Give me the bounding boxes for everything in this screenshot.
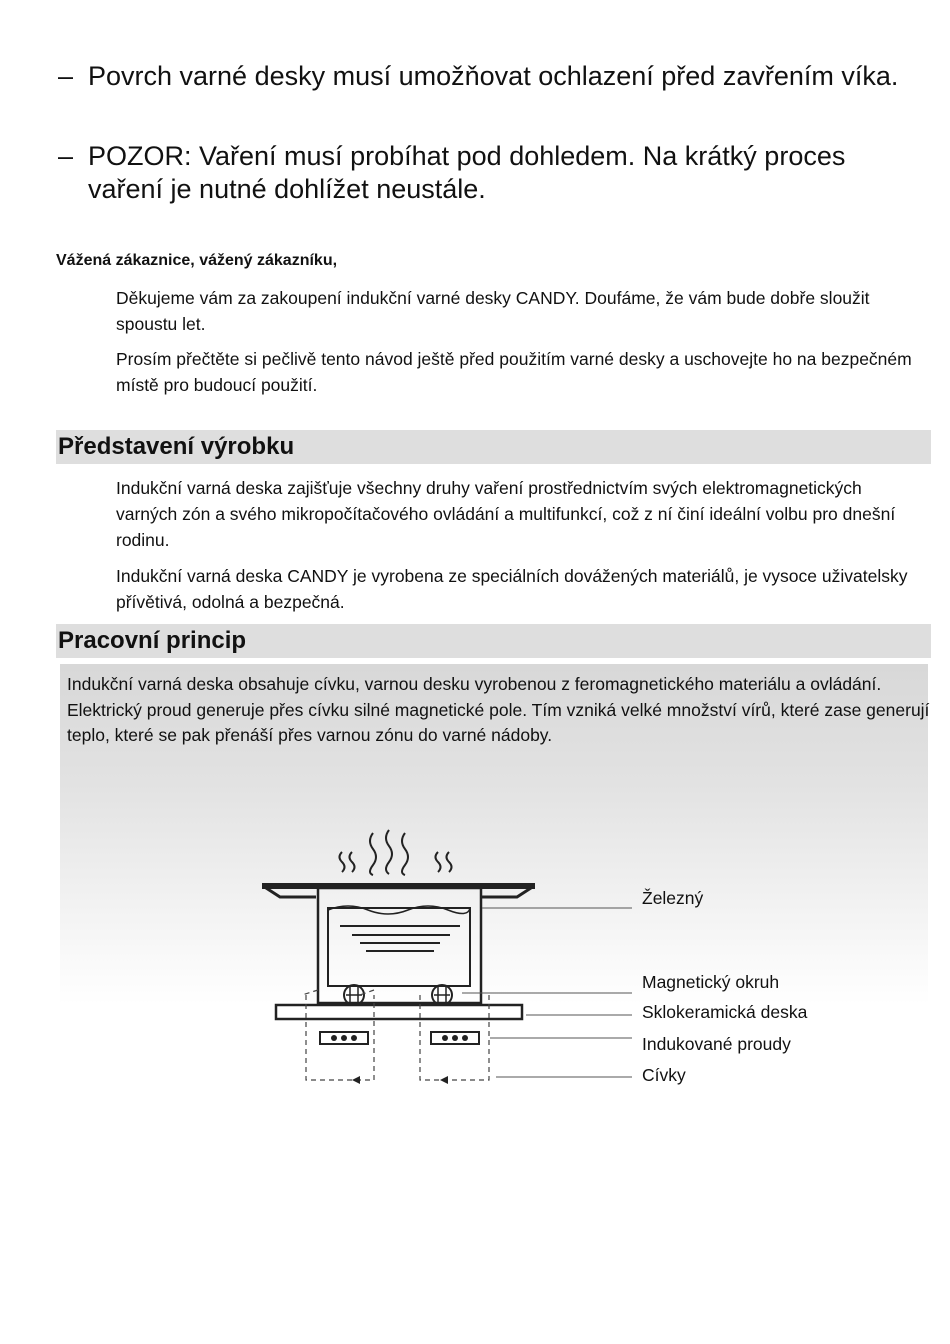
bullet-dash: – [58, 61, 74, 91]
diagram-label: Železný [642, 888, 704, 908]
diagram-label: Cívky [642, 1065, 686, 1085]
section-heading: Pracovní princip [56, 624, 931, 658]
intro-paragraph: Prosím přečtěte si pečlivě tento návod ještě před použitím varné desky a uschovejte ho na bezpečném místě pro budoucí použití. [116, 349, 912, 395]
intro-paragraph: Děkujeme vám za zakoupení indukční varné desky CANDY. Doufáme, že vám bude dobře sloužit spoustu let. [116, 288, 870, 334]
diagram-label: Sklokeramická deska [642, 1002, 808, 1022]
diagram-label: Magnetický okruh [642, 972, 780, 992]
bullet-dash: – [58, 141, 74, 171]
greeting: Vážená zákaznice, vážený zákazníku, [56, 252, 338, 269]
section-paragraph: Indukční varná deska zajišťuje všechny druhy vaření prostřednictvím svých elektromagnetických varných zón a svého mikropočítačového ovládání a multifunkcí, což z ní činí ideální volbu pro dnešní rodinu. [116, 478, 896, 550]
bullet-text: Povrch varné desky musí umožňovat ochlazení před zavřením víka. [88, 61, 899, 91]
steam-icon [340, 830, 452, 875]
section-heading: Představení výrobku [56, 430, 931, 464]
diagram-label: Indukované proudy [642, 1034, 791, 1054]
glass-ceramic-plate [276, 1005, 522, 1019]
bullet-text: POZOR: Vaření musí probíhat pod dohledem. Na krátký proces vaření je nutné dohlížet neustále. [88, 141, 846, 204]
section-paragraph: Indukční varná deska obsahuje cívku, varnou desku vyrobenou z feromagnetického materiálu a ovládání. Elektrický proud generuje přes cívku silné magnetické pole. Tím vzniká velké množství vírů, které zase generují teplo, které se pak přenáší přes varnou zónu do varné nádoby. [67, 674, 930, 745]
section-paragraph: Indukční varná deska CANDY je vyrobena ze speciálních dovážených materiálů, je vysoce uživatelsky přívětivá, odolná a bezpečná. [116, 566, 908, 612]
pan-content [328, 908, 470, 986]
